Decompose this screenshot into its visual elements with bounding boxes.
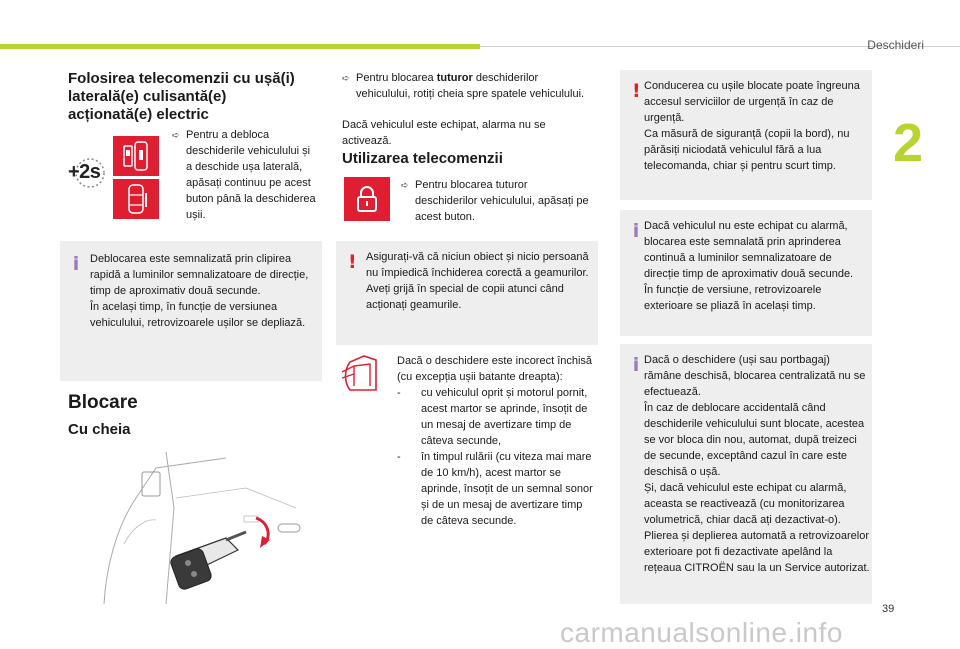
info-icon: i <box>632 354 640 376</box>
arrow-bullet-icon: ➪ <box>401 181 409 191</box>
incorrect-closure-intro: Dacă o deschidere este incorect închisă (cu excepția ușii batante dreapta): <box>397 355 593 383</box>
remote-lock-text: Pentru blocarea tuturor deschiderilor vehiculului, apăsați pe acest buton. <box>415 179 589 223</box>
remote-lock-instruction <box>401 177 597 225</box>
list-item: - cu vehiculul oprit și motorul pornit, acest martor se aprinde, însoțit de un mesaj de avertizare timp de câteva secunde, <box>397 385 597 449</box>
arrow-bullet-icon: ➪ <box>342 74 350 84</box>
warning-box-windows <box>336 241 598 345</box>
alarm-note: Dacă vehiculul este echipat, alarma nu se activează. <box>342 119 546 147</box>
warning-icon: ! <box>632 80 641 102</box>
key-all-doors-instruction <box>342 70 594 102</box>
key-all-doors-text <box>356 70 588 102</box>
info-icon: i <box>72 253 80 275</box>
header-accent-bar <box>0 44 480 49</box>
padlock-lock-icon <box>344 177 390 221</box>
key-all-doors-bold: tuturor <box>436 72 473 84</box>
locking-title: Blocare <box>68 392 138 413</box>
info-box-no-alarm-text: Dacă vehiculul nu este echipat cu alarmă, blocarea este semnalată prin aprinderea continuă a luminilor semnalizatoare de direcție timp de aproximativ două secunde. În funcție de versiune, retrovizoarele exterioare se pliază în același timp. <box>644 220 854 312</box>
sliding-door-unlock-key-icon <box>113 136 159 176</box>
chapter-number: 2 <box>893 113 924 173</box>
warning-box-emergency-text: Conducerea cu ușile blocate poate îngreuna accesul serviciilor de urgență în caz de urgență. Ca măsură de siguranță (copii la bord), nu părăsiți niciodată vehiculul fără a lua telecomanda, chiar și pentru scurt timp. <box>644 80 860 172</box>
info-box-unlock-text: Deblocarea este semnalizată prin clipirea rapidă a luminilor semnalizatoare de direcție, timp de aproximativ două secunde. În același timp, în funcție de versiunea vehiculului, retrovizoarele ușilor se depliază. <box>90 253 309 329</box>
info-box-door-open <box>620 344 872 604</box>
list-item-text: cu vehiculul oprit și motorul pornit, acest martor se aprinde, însoțit de un mesaj de avertizare timp de câteva secunde, <box>421 387 588 447</box>
list-item: - în timpul rulării (cu viteza mai mare de 10 km/h), acest martor se aprinde, însoțit de un semnal sonor și de un mesaj de avertizare timp de câteva secunde. <box>397 449 597 529</box>
door-key-illustration <box>96 448 324 604</box>
key-subtitle: Cu cheia <box>68 421 131 438</box>
watermark: carmanualsonline.info <box>560 617 843 648</box>
incorrect-closure-block <box>397 353 597 529</box>
page-number: 39 <box>882 603 895 615</box>
hold-badge-label: +2s <box>68 161 101 183</box>
info-icon: i <box>632 220 640 242</box>
remote-title: Utilizarea telecomenzii <box>342 150 503 167</box>
unlock-instruction <box>172 127 324 223</box>
info-box-no-alarm <box>620 210 872 336</box>
key-all-doors-pre: Pentru blocarea <box>356 72 437 84</box>
warning-box-emergency <box>620 70 872 200</box>
warning-box-windows-text: Asigurați-vă că niciun obiect și nicio persoană nu împiedică închiderea corectă a geamurilor. Aveți grijă în special de copii atunci când acționați geamurile. <box>366 251 589 311</box>
warning-icon: ! <box>348 251 357 273</box>
list-item-text: în timpul rulării (cu viteza mai mare de 10 km/h), acest martor se aprinde, însoțit de un semnal sonor și de un mesaj de avertizare timp de câteva secunde. <box>421 451 593 527</box>
section-title-sliding-door: Folosirea telecomenzii cu ușă(i) laterală(e) culisantă(e) acționată(e) electric <box>68 70 295 123</box>
vehicle-top-view-icon <box>113 179 159 219</box>
hold-badge <box>66 155 110 191</box>
arrow-bullet-icon: ➪ <box>172 131 180 141</box>
open-door-warning-icon <box>340 352 386 392</box>
chapter-title: Deschideri <box>867 38 924 52</box>
info-box-door-open-text: Dacă o deschidere (uși sau portbagaj) rămâne deschisă, blocarea centralizată nu se efectuează. În caz de deblocare accidentală când deschiderile vehiculului sunt blocate, acestea se vor bloca din nou, automat, după treizeci de secunde, exceptând cazul în care este deschisă o ușă. Și, dacă vehiculul este echipat cu alarmă, aceasta se reactivează (cu monitorizarea volumetrică, chiar dacă ați dezactivat-o). Plierea și deplierea automată a retrovizoarelor exterioare pot fi dezactivate apelând la rețeaua CITROËN sau la un Service autorizat. <box>644 354 870 574</box>
key-all-doors-post: deschiderilor vehiculului, rotiți cheia spre spatele vehiculului. <box>356 72 585 100</box>
info-box-unlock <box>60 241 322 381</box>
unlock-instruction-text: Pentru a debloca deschiderile vehiculului și a deschide ușa laterală, apăsați continuu pe acest buton până la deschiderea ușii. <box>186 129 316 221</box>
